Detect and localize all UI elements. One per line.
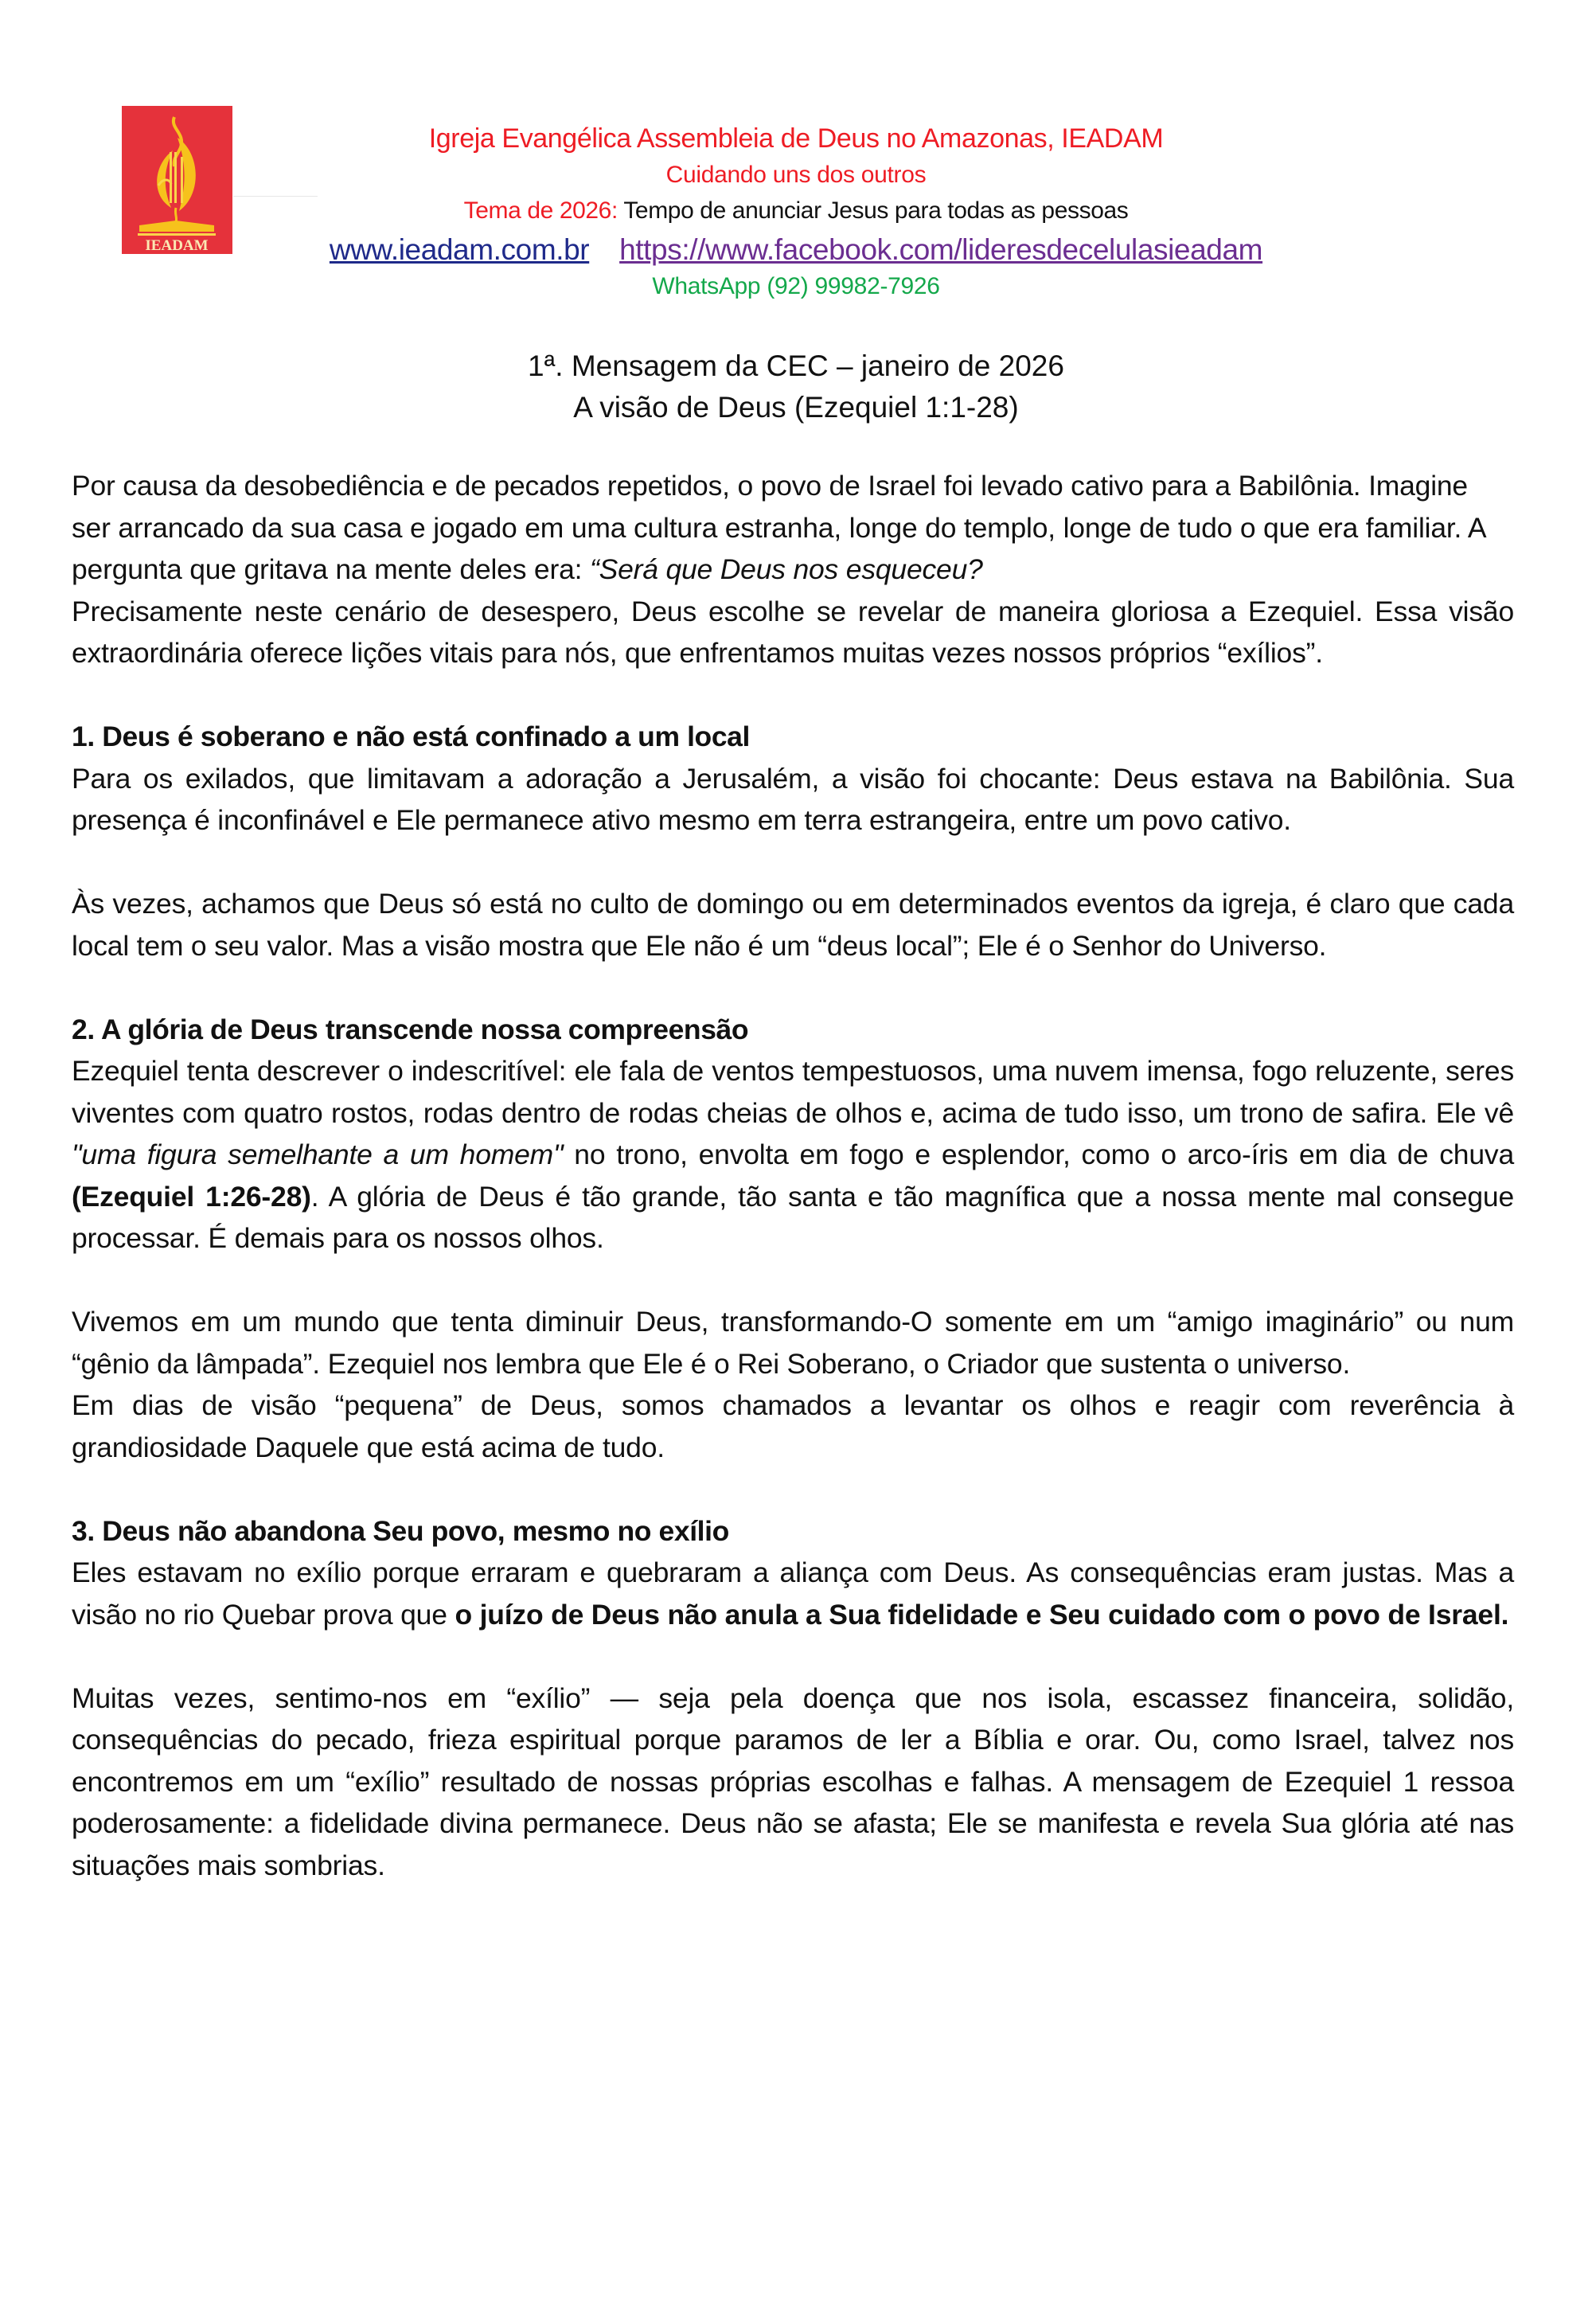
whatsapp-contact: WhatsApp (92) 99982-7926 xyxy=(652,273,940,299)
intro-paragraph-continued: Precisamente neste cenário de desespero, Deus escolhe se revelar de maneira gloriosa a Ezequiel. Essa visão extraordinária oferece lições vitais para nós, que enfrentamos muitas vezes nossos próprios “exílios”. xyxy=(72,595,1514,669)
yearly-theme xyxy=(0,197,1592,225)
message-body xyxy=(72,465,1514,1886)
section-1-paragraph: Para os exilados, que limitavam a adoração a Jerusalém, a visão foi chocante: Deus estava na Babilônia. Sua presença é inconfinável e Ele permanece ativo mesmo em terra estrangeira, entre um povo cativo. xyxy=(72,762,1514,836)
website-link[interactable]: www.ieadam.com.br xyxy=(329,233,590,266)
section-2-paragraph xyxy=(72,1050,1514,1260)
theme-text: Tempo de anunciar Jesus para todas as pessoas xyxy=(623,197,1129,224)
intro-text: Por causa da desobediência e de pecados repetidos, o povo de Israel foi levado cativo para a Babilônia. Imagine ser arrancado da sua casa e jogado em uma cultura estranha, longe do templo, longe de tudo o que era familiar. A pergunta que gritava na mente deles era: xyxy=(72,470,1485,585)
section-2-paragraph: Vivemos em um mundo que tenta diminuir Deus, transformando-O somente em um “amigo imaginário” ou num “gênio da lâmpada”. Ezequiel nos lembra que Ele é o Rei Soberano, o Criador que sustenta o universo. xyxy=(72,1306,1514,1380)
section-1-paragraph: Às vezes, achamos que Deus só está no culto de domingo ou em determinados eventos da igreja, é claro que cada local tem o seu valor. Mas a visão mostra que Ele não é um “deus local”; Ele é o Senhor do Universo. xyxy=(72,888,1514,962)
section-2-heading: 2. A glória de Deus transcende nossa compreensão xyxy=(72,1013,749,1045)
document-title: A visão de Deus (Ezequiel 1:1-28) xyxy=(573,391,1019,424)
section-3-text: Eles estavam no exílio porque erraram e quebraram a aliança com Deus. As consequências eram justas. Mas a visão no rio Quebar prova que xyxy=(72,1556,1514,1631)
section-2-text: no trono, envolta em fogo e esplendor, como o arco-íris em dia de chuva xyxy=(563,1139,1514,1170)
section-2-text: . A glória de Deus é tão grande, tão santa e tão magnífica que a nossa mente mal consegue processar. É demais para os nossos olhos. xyxy=(72,1180,1514,1254)
section-3-heading: 3. Deus não abandona Seu povo, mesmo no exílio xyxy=(72,1514,729,1547)
header-links xyxy=(0,232,1592,268)
section-3-paragraph xyxy=(72,1552,1514,1635)
document-subtitle: 1ª. Mensagem da CEC – janeiro de 2026 xyxy=(528,350,1064,382)
facebook-link[interactable]: https://www.facebook.com/lideresdecelulasieadam xyxy=(619,233,1263,266)
section-2-paragraph: Em dias de visão “pequena” de Deus, somos chamados a levantar os olhos e reagir com reverência à grandiosidade Daquele que está acima de tudo. xyxy=(72,1389,1514,1463)
section-3-emphasis: o juízo de Deus não anula a Sua fidelidade e Seu cuidado com o povo de Israel. xyxy=(455,1598,1509,1631)
scripture-quote: "uma figura semelhante a um homem" xyxy=(72,1139,564,1170)
theme-label: Tema de 2026: xyxy=(463,197,618,224)
intro-paragraph xyxy=(72,465,1514,591)
organization-name: Igreja Evangélica Assembleia de Deus no Amazonas, IEADAM xyxy=(428,123,1164,154)
section-1-heading: 1. Deus é soberano e não está confinado a um local xyxy=(72,721,750,752)
scripture-reference: (Ezequiel 1:26-28) xyxy=(72,1180,311,1213)
organization-motto: Cuidando uns dos outros xyxy=(665,162,927,188)
logo-text: IEADAM xyxy=(145,237,209,254)
section-3-paragraph: Muitas vezes, sentimo-nos em “exílio” — seja pela doença que nos isola, escassez financeira, solidão, consequências do pecado, frieza espiritual porque paramos de ler a Bíblia e orar. Ou, como Israel, talvez nos encontremos em um “exílio” resultado de nossas próprias escolhas e falhas. A mensagem de Ezequiel 1 ressoa poderosamente: a fidelidade divina permanece. Deus não se afasta; Ele se manifesta e revela Sua glória até nas situações mais sombrias. xyxy=(72,1681,1514,1881)
document-title-block xyxy=(0,346,1592,428)
section-2-text: Ezequiel tenta descrever o indescritível: ele fala de ventos tempestuosos, uma nuvem imensa, fogo reluzente, seres viventes com quatro rostos, rodas dentro de rodas cheias de olhos e, acima de tudo isso, um trono de safira. Ele vê xyxy=(72,1055,1514,1129)
intro-quote: “Será que Deus nos esqueceu? xyxy=(589,553,983,585)
